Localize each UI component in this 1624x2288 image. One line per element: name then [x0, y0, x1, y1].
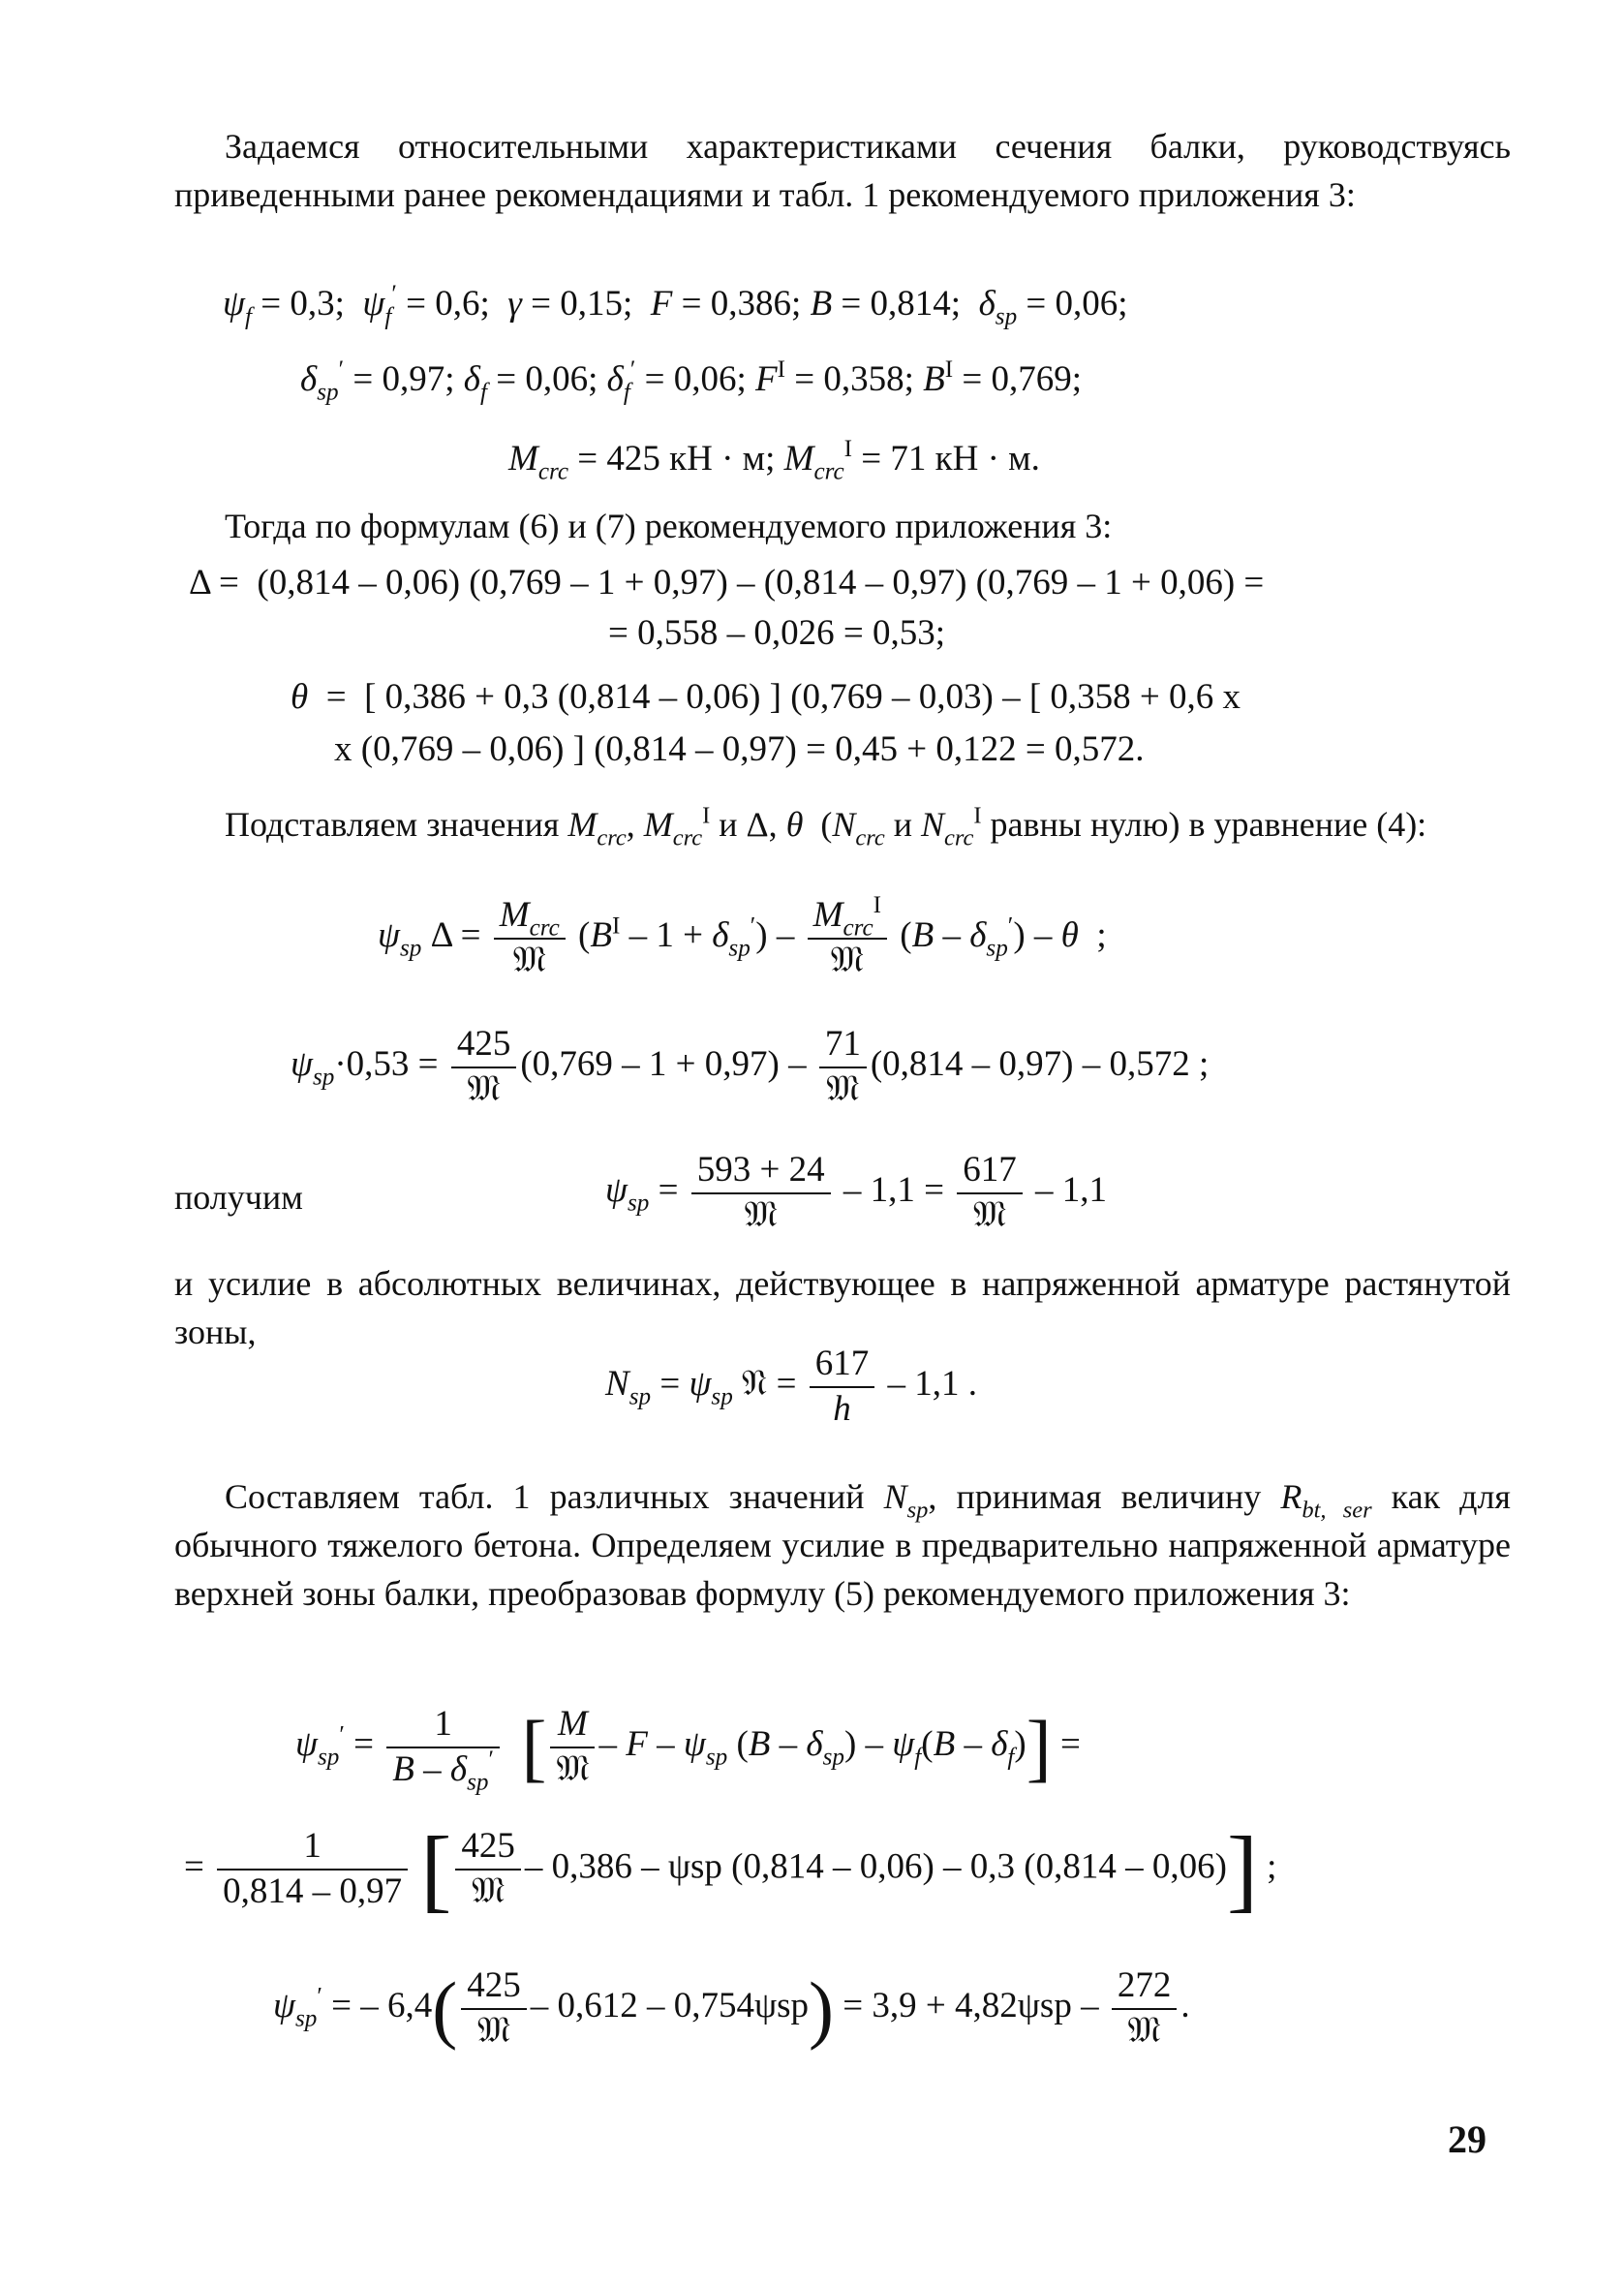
obtain-label: получим [174, 1178, 303, 1217]
equation-5-symbolic: $\psi_{sp}'$ = $\frac{1}{B - \delta_{sp}'}$ [ $\frac{M}{\text{𝔐}}$ – F – $\psi_{sp}$ $(B - \delta_{sp}) - \psi_f(B - \delta_f)$] = [295, 1704, 1081, 1796]
paragraph-compose: Составляем табл. 1 различных значений $N_{sp}$, принимая величину $R_{bt, ser}$ как для обычного тяжелого бетона. Определяем усилие в предварительно напряженной арматуре верхней зоны балки, преобразовав формулу (5) рекомендуемого приложения 3: [174, 1477, 1511, 1613]
psi-sp-result: $\psi_{sp}$ = $\frac{593 + 24}{\text{𝔐}}$ – 1,1 = $\frac{617}{\text{𝔐}}$ – 1,1 [605, 1150, 1107, 1235]
parameters-line-1: $\psi_f = 0,3$; $\psi_f' = 0,6$; γ = 0,15; F = 0,386; B = 0,814; $\delta_{sp} = 0,06$; [223, 281, 1128, 330]
theta-equation-line-1: θ = [ 0,386 + 0,3 (0,814 – 0,06) ] (0,769 – 0,03) – [ 0,358 + 0,6 x [291, 677, 1241, 717]
parameters-line-2: $\delta_{sp}' = 0,97$; $\delta_f = 0,06$; $\delta_f' = 0,06$; $F^I = 0,358$; $B^I = 0,769$; [300, 356, 1083, 406]
final-equation: $\psi_{sp}'$ = – 6,4( $\frac{425}{\text{𝔐}}$ – 0,612 – 0,754ψsp) = 3,9 + 4,82ψsp – $\frac{272}{\text{𝔐}}$ . [273, 1965, 1190, 2051]
equation-4-symbolic: $\psi_{sp}$ Δ = $\frac{M_{crc}}{\text{𝔐}}$ $(B^I - 1 + \delta_{sp}')$ – $\frac{M_{crc}^I}{\text{𝔐}}$ $(B - \delta_{sp}')$ – θ ; [378, 892, 1107, 980]
equation-5-numeric: = $\frac{1}{0,814 - 0,97}$ [ $\frac{425}{\text{𝔐}}$ – 0,386 – ψsp (0,814 – 0,06) – 0,3 (0,814 – 0,06)] ; [184, 1817, 1277, 1921]
delta-equation-line-2: = 0,558 – 0,026 = 0,53; [608, 613, 946, 653]
paragraph-substitute: Подставляем значения $M_{crc}$, $M_{crc}^I$ и Δ, θ ($N_{crc}$ и $N_{crc}^I$ равны нулю) в уравнение (4): [225, 802, 1427, 851]
delta-equation-line-1: Δ = (0,814 – 0,06) (0,769 – 1 + 0,97) – (0,814 – 0,97) (0,769 – 1 + 0,06) = [189, 563, 1265, 603]
n-sp-equation: $N_{sp} = \psi_{sp}$ 𝔑 = $\frac{617}{h}$ – 1,1 . [605, 1344, 977, 1429]
theta-equation-line-2: x (0,769 – 0,06) ] (0,814 – 0,97) = 0,45 + 0,122 = 0,572. [334, 729, 1145, 769]
paragraph-force-absolute: и усилие в абсолютных величинах, действующее в напряженной арматуре растянутой зоны, [174, 1264, 1511, 1351]
paragraph-then: Тогда по формулам (6) и (7) рекомендуемого приложения 3: [225, 507, 1113, 545]
paragraph-intro: Задаемся относительными характеристиками сечения балки, руководствуясь приведенными ранее рекомендациями и табл. 1 рекомендуемого приложения 3: [174, 127, 1511, 214]
equation-4-numeric: $\psi_{sp}\cdot 0,53$ = $\frac{425}{\text{𝔐}}$ (0,769 – 1 + 0,97) – $\frac{71}{\text{𝔐}}$ (0,814 – 0,97) – 0,572 ; [291, 1024, 1210, 1109]
page-number: 29 [1448, 2118, 1486, 2161]
parameters-line-3: $M_{crc} = 425$ кН · м; $M_{crc}^I = 71$ кН · м. [508, 436, 1040, 485]
